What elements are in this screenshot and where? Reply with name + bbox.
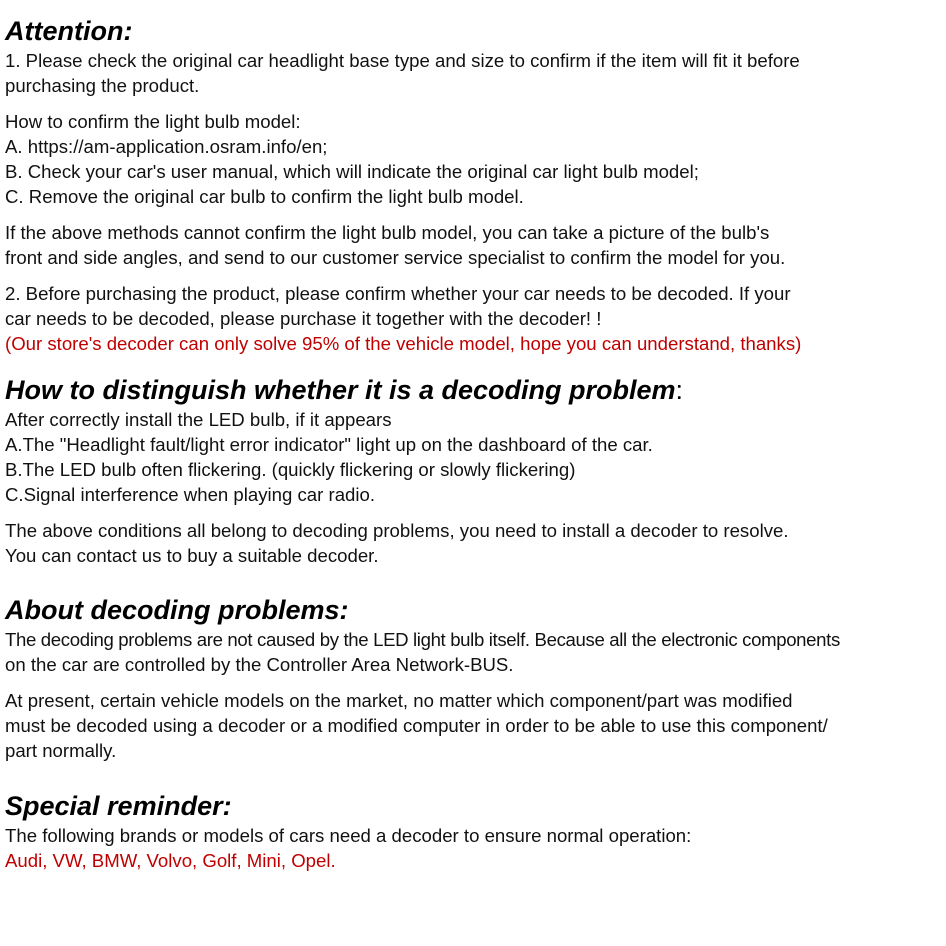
- distinguish-heading-colon: :: [675, 375, 684, 405]
- about-p2-line-1: At present, certain vehicle models on the market, no matter which component/part was modified: [5, 690, 793, 711]
- decoder-line-1: 2. Before purchasing the product, please confirm whether your car needs to be decoded. If your: [5, 283, 791, 304]
- about-section: [5, 593, 946, 763]
- fallback-line-1: If the above methods cannot confirm the light bulb model, you can take a picture of the bulb's: [5, 222, 770, 243]
- reminder-text: The following brands or models of cars need a decoder to ensure normal operation:: [5, 825, 692, 846]
- decoder-note: (Our store's decoder can only solve 95% of the vehicle model, hope you can understand, thanks): [5, 333, 802, 354]
- fallback-line-2: front and side angles, and send to our customer service specialist to confirm the model for you.: [5, 247, 786, 268]
- attention-heading: Attention:: [5, 16, 133, 46]
- document: [5, 14, 946, 873]
- purchase-check-paragraph: [5, 48, 946, 98]
- method-c: C. Remove the original car bulb to confirm the light bulb model.: [5, 186, 524, 207]
- fallback-paragraph: [5, 220, 946, 270]
- attention-section: [5, 14, 946, 356]
- decoder-line-2: car needs to be decoded, please purchase it together with the decoder! !: [5, 308, 602, 329]
- about-heading: About decoding problems:: [5, 595, 349, 625]
- purchase-check-line-2: purchasing the product.: [5, 75, 200, 96]
- distinguish-section: [5, 373, 946, 568]
- conclusion-paragraph: [5, 518, 946, 568]
- method-a-link[interactable]: A. https://am-application.osram.info/en;: [5, 136, 328, 157]
- reminder-brands: Audi, VW, BMW, Volvo, Golf, Mini, Opel.: [5, 850, 336, 871]
- conclusion-line-2: You can contact us to buy a suitable decoder.: [5, 545, 379, 566]
- about-paragraph-1: [5, 627, 946, 677]
- method-b: B. Check your car's user manual, which will indicate the original car light bulb model;: [5, 161, 699, 182]
- about-p1-line-2: on the car are controlled by the Controller Area Network-BUS.: [5, 654, 514, 675]
- about-paragraph-2: [5, 688, 946, 763]
- about-p2-line-2: must be decoded using a decoder or a modified computer in order to be able to use this component/: [5, 715, 828, 736]
- symptoms-intro: After correctly install the LED bulb, if it appears: [5, 409, 392, 430]
- confirm-intro: How to confirm the light bulb model:: [5, 111, 301, 132]
- purchase-check-line-1: 1. Please check the original car headlight base type and size to confirm if the item will fit it before: [5, 50, 800, 71]
- symptom-c: C.Signal interference when playing car radio.: [5, 484, 376, 505]
- reminder-section: [5, 789, 946, 873]
- symptom-a: A.The "Headlight fault/light error indicator" light up on the dashboard of the car.: [5, 434, 653, 455]
- about-p1-line-1: The decoding problems are not caused by the LED light bulb itself. Because all the electronic components: [5, 629, 840, 650]
- decoder-paragraph: [5, 281, 946, 356]
- symptom-b: B.The LED bulb often flickering. (quickly flickering or slowly flickering): [5, 459, 576, 480]
- confirm-methods-block: [5, 109, 946, 209]
- distinguish-heading-text: How to distinguish whether it is a decoding problem: [5, 375, 676, 405]
- distinguish-heading: [5, 373, 946, 407]
- symptoms-block: [5, 407, 946, 507]
- conclusion-line-1: The above conditions all belong to decoding problems, you need to install a decoder to resolve.: [5, 520, 789, 541]
- reminder-heading: Special reminder:: [5, 791, 232, 821]
- about-p2-line-3: part normally.: [5, 740, 117, 761]
